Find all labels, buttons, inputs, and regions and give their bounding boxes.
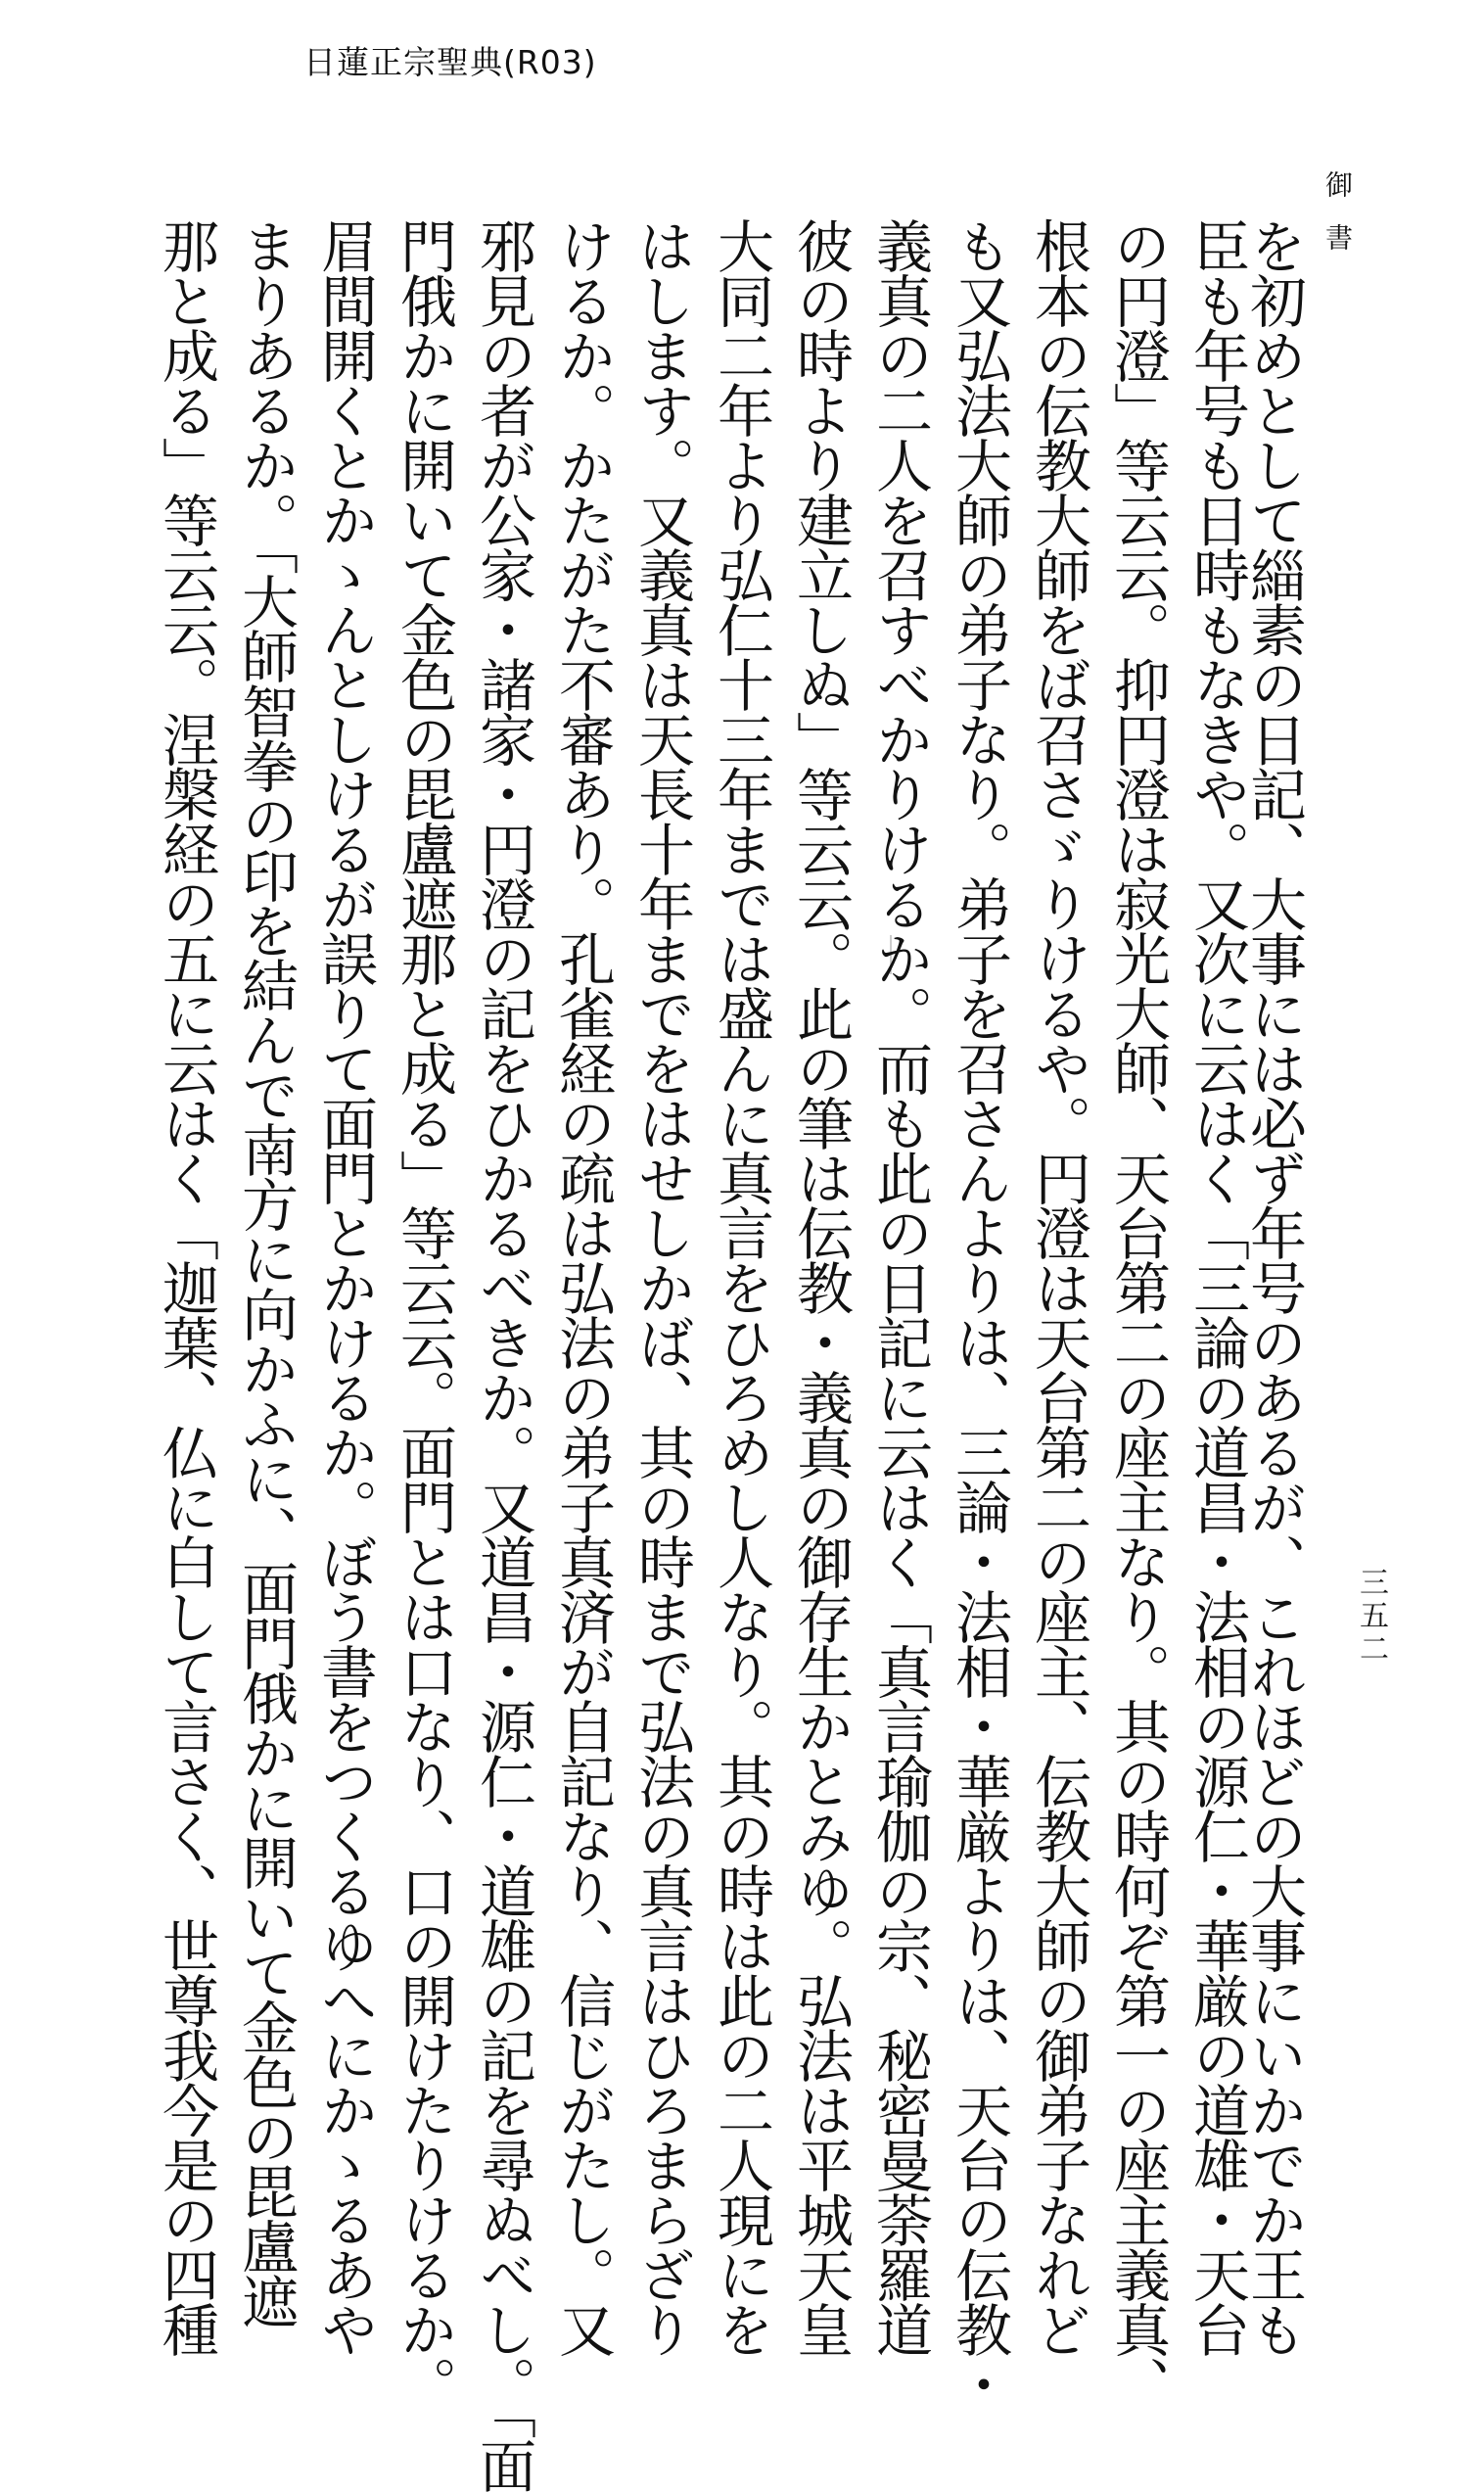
text-column: 門俄かに開いて金色の毘盧遮那と成る」等云云。面門とは口なり、口の開けたりけるか。: [391, 217, 457, 2411]
running-head: 御書: [1322, 170, 1354, 276]
text-column: まりあるか。「大師智拳の印を結んで南方に向かふに、面門俄かに開いて金色の毘盧遮: [232, 217, 299, 2327]
text-column: 邪見の者が公家・諸家・円澄の記をひかるべきか。又道昌・源仁・道雄の記を尋ぬべし。「面: [470, 217, 536, 2492]
document-header-title: 日蓮正宗聖典(R03): [303, 43, 597, 81]
text-column: けるか。かたがた不審あり。孔雀経の疏は弘法の弟子真済が自記なり、信じがたし。又: [549, 217, 616, 2356]
text-column: 根本の伝教大師をば召さゞりけるや。円澄は天台第二の座主、伝教大師の御弟子なれど: [1025, 217, 1091, 2356]
text-column: を初めとして緇素の日記、大事には必ず年号のあるが、これほどの大事にいかでか王も: [1240, 217, 1307, 2356]
text-column: 義真の二人を召すべかりけるか。而も此の日記に云はく「真言瑜伽の宗、秘密曼荼羅道: [866, 217, 933, 2356]
page-number: 三五二: [1354, 1567, 1388, 1667]
text-column: 彼の時より建立しぬ」等云云。此の筆は伝教・義真の御存生かとみゆ。弘法は平城天皇: [787, 217, 854, 2356]
text-column: 大同二年より弘仁十三年までは盛んに真言をひろめし人なり。其の時は此の二人現にを: [708, 217, 774, 2356]
text-column: 眉間開くとかゝんとしけるが誤りて面門とかけるか。ぼう書をつくるゆへにかゝるあや: [311, 217, 378, 2356]
text-column: はします。又義真は天長十年までをはせしかば、其の時まで弘法の真言はひろまらざり: [628, 217, 695, 2356]
text-column: の円澄」等云云。抑円澄は寂光大師、天台第二の座主なり。其の時何ぞ第一の座主義真、: [1104, 217, 1171, 2411]
body-text: [153, 217, 1307, 2492]
text-column: 那と成る」等云云。涅槃経の五に云はく「迦葉、仏に白して言さく、世尊我今是の四種: [153, 217, 219, 2356]
text-column: 臣も年号も日時もなきや。又次に云はく「三論の道昌・法相の源仁・華厳の道雄・天台: [1183, 217, 1250, 2356]
text-column: も又弘法大師の弟子なり。弟子を召さんよりは、三論・法相・華厳よりは、天台の伝教・: [946, 217, 1012, 2411]
